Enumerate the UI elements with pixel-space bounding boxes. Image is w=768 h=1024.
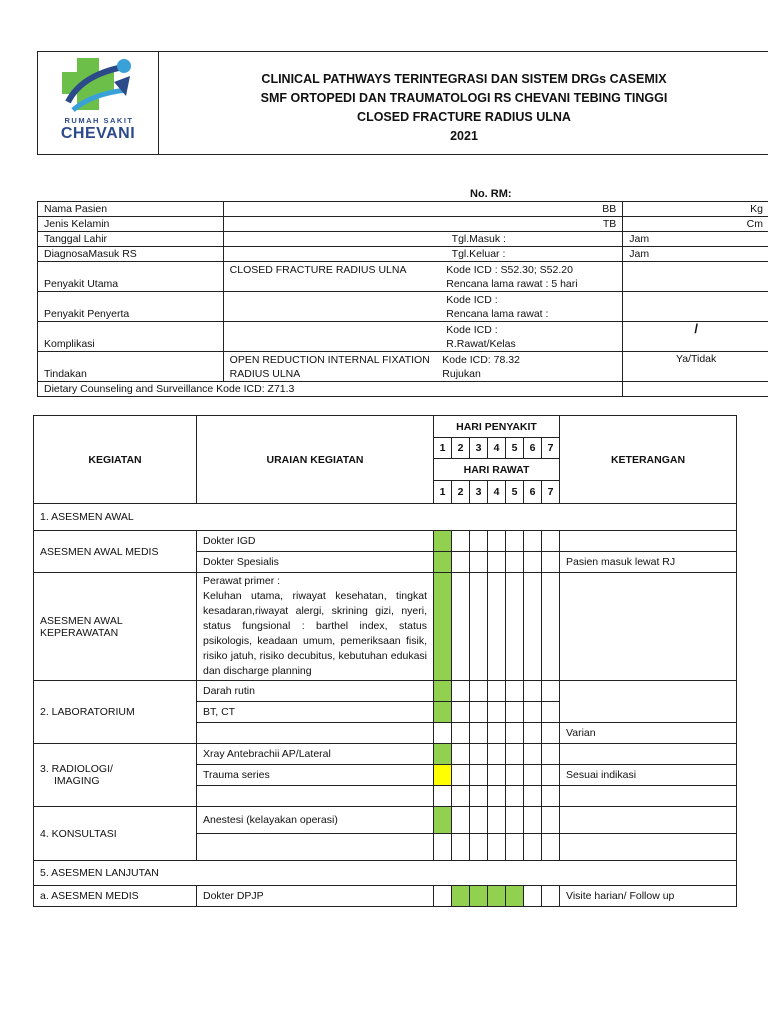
section-asesmen-lanjutan: 5. ASESMEN LANJUTAN	[34, 861, 737, 886]
asesmen-awal-keperawatan-label	[34, 573, 197, 681]
sesuai-indikasi: Sesuai indikasi	[560, 765, 737, 786]
tindakan-label: Tindakan	[38, 352, 224, 382]
day-cell: 2	[452, 438, 470, 459]
penyakit-utama-label: Penyakit Utama	[38, 262, 224, 292]
kelas-slash: /	[623, 322, 768, 352]
table-row	[38, 352, 768, 382]
visite-harian: Visite harian/ Follow up	[560, 886, 737, 907]
tanggal-lahir-label: Tanggal Lahir	[38, 232, 224, 247]
asesmen-medis-label: a. ASESMEN MEDIS	[34, 886, 197, 907]
no-rm-label: No. RM:	[470, 188, 512, 200]
day-cell-filled	[434, 573, 452, 681]
table-row	[34, 531, 737, 552]
tb-label: TB	[223, 217, 623, 232]
perawat-primer-cell	[197, 573, 434, 681]
hari-rawat-header: HARI RAWAT	[434, 459, 560, 481]
bt-ct: BT, CT	[197, 702, 434, 723]
day-cell-filled	[506, 886, 524, 907]
day-cell-filled	[434, 702, 452, 723]
ya-tidak-label: Ya/Tidak	[623, 352, 768, 382]
table-row	[34, 681, 737, 702]
logo-line1: RUMAH SAKIT	[64, 116, 134, 125]
day-cell: 6	[524, 438, 542, 459]
section-row	[34, 861, 737, 886]
tgl-keluar-label: Tgl.Keluar :	[223, 247, 623, 262]
title-line1: CLINICAL PATHWAYS TERINTEGRASI DAN SISTEM DRGs CASEMIX	[261, 72, 667, 86]
section-row	[34, 504, 737, 531]
trauma-series: Trauma series	[197, 765, 434, 786]
dietary-label: Dietary Counseling and Surveillance Kode ICD: Z71.3	[38, 382, 623, 397]
patient-info-table	[37, 201, 768, 397]
pathway-table	[33, 415, 737, 907]
table-row	[34, 744, 737, 765]
penyakit-utama-cell	[223, 262, 623, 292]
day-cell: 1	[434, 438, 452, 459]
day-cell-filled	[434, 552, 452, 573]
jam-label: Jam	[623, 232, 768, 247]
day-cell-filled	[434, 531, 452, 552]
day-cell: 4	[488, 481, 506, 504]
day-cell: 7	[542, 481, 560, 504]
label-line: 3. RADIOLOGI/	[40, 763, 113, 775]
table-row	[38, 322, 768, 352]
radiologi-label	[34, 744, 197, 807]
xray: Xray Antebrachii AP/Lateral	[197, 744, 434, 765]
day-cell: 3	[470, 481, 488, 504]
day-cell-filled	[470, 886, 488, 907]
penyakit-utama-value: CLOSED FRACTURE RADIUS ULNA	[229, 264, 407, 276]
kg-label: Kg	[623, 202, 768, 217]
section-asesmen-awal: 1. ASESMEN AWAL	[34, 504, 737, 531]
day-cell-filled	[434, 744, 452, 765]
asesmen-awal-medis-label: ASESMEN AWAL MEDIS	[34, 531, 197, 573]
jenis-kelamin-label: Jenis Kelamin	[38, 217, 224, 232]
label-line: IMAGING	[54, 775, 100, 787]
day-cell: 5	[506, 438, 524, 459]
document-title	[159, 70, 768, 146]
day-cell-filled	[434, 807, 452, 834]
tindakan-value: RADIUS ULNA	[229, 368, 301, 380]
diagnosa-label: DiagnosaMasuk RS	[38, 247, 224, 262]
icd-code: Kode ICD : S52.30; S52.20	[446, 264, 573, 276]
day-cell: 1	[434, 481, 452, 504]
day-cell: 7	[542, 438, 560, 459]
day-cell: 4	[488, 438, 506, 459]
day-cell-filled	[434, 681, 452, 702]
label-line: ASESMEN AWAL	[40, 614, 123, 627]
table-row	[38, 262, 768, 292]
darah-rutin: Darah rutin	[197, 681, 434, 702]
label-line: KEPERAWATAN	[40, 626, 119, 639]
penyakit-penyerta-label: Penyakit Penyerta	[38, 292, 224, 322]
col-keterangan: KETERANGAN	[560, 416, 737, 504]
document-header	[37, 51, 768, 155]
perawat-primer-text: Keluhan utama, riwayat kesehatan, tingkat kesadaran,riwayat alergi, skrining gizi, nyeri, status fungsional : barthel index, status psikologis, keadaan umum, pemeriksaan fisik, risiko jatuh, risiko decubitus, kebutuhan edukasi dan discharge planning	[203, 590, 427, 677]
rujukan-label: Rujukan	[442, 368, 481, 380]
jam-label: Jam	[623, 247, 768, 262]
keterangan-rj: Pasien masuk lewat RJ	[560, 552, 737, 573]
day-cell-filled	[452, 886, 470, 907]
konsultasi-label: 4. KONSULTASI	[34, 807, 197, 861]
laboratorium-label: 2. LABORATORIUM	[34, 681, 197, 744]
komplikasi-label: Komplikasi	[38, 322, 224, 352]
anestesi: Anestesi (kelayakan operasi)	[197, 807, 434, 834]
dokter-igd: Dokter IGD	[197, 531, 434, 552]
col-kegiatan: KEGIATAN	[34, 416, 197, 504]
hari-penyakit-header: HARI PENYAKIT	[434, 416, 560, 438]
table-row	[34, 886, 737, 907]
icd-code: Kode ICD: 78.32	[442, 354, 520, 366]
cm-label: Cm	[623, 217, 768, 232]
table-row	[34, 573, 737, 681]
day-cell: 3	[470, 438, 488, 459]
hospital-logo	[38, 52, 159, 154]
table-row	[38, 382, 768, 397]
table-row	[38, 217, 768, 232]
bb-label: BB	[223, 202, 623, 217]
day-cell-filled	[488, 886, 506, 907]
dokter-spesialis: Dokter Spesialis	[197, 552, 434, 573]
day-cell: 2	[452, 481, 470, 504]
title-year: 2021	[450, 129, 478, 143]
title-line3: CLOSED FRACTURE RADIUS ULNA	[357, 110, 571, 124]
day-cell: 5	[506, 481, 524, 504]
rencana-lama-rawat: Rencana lama rawat : 5 hari	[446, 278, 578, 290]
dokter-dpjp: Dokter DPJP	[197, 886, 434, 907]
table-row	[38, 202, 768, 217]
day-cell: 6	[524, 481, 542, 504]
nama-pasien-label: Nama Pasien	[38, 202, 224, 217]
varian-label: Varian	[560, 723, 737, 744]
table-row	[38, 232, 768, 247]
col-uraian: URAIAN KEGIATAN	[197, 416, 434, 504]
day-cell-conditional	[434, 765, 452, 786]
perawat-primer-label: Perawat primer :	[203, 575, 281, 587]
logo-cross-icon	[38, 52, 158, 122]
tgl-masuk-label: Tgl.Masuk :	[223, 232, 623, 247]
icd-code: Kode ICD :	[446, 324, 498, 336]
icd-code: Kode ICD :	[446, 294, 498, 306]
table-row	[34, 807, 737, 834]
logo-line2: CHEVANI	[60, 125, 136, 142]
table-header-row	[34, 416, 737, 438]
tindakan-value: OPEN REDUCTION INTERNAL FIXATION	[229, 354, 430, 366]
ruang-rawat-kelas: R.Rawat/Kelas	[446, 338, 516, 350]
title-line2: SMF ORTOPEDI DAN TRAUMATOLOGI RS CHEVANI TEBING TINGGI	[260, 91, 668, 105]
table-row	[38, 292, 768, 322]
rencana-lama-rawat: Rencana lama rawat :	[446, 308, 549, 320]
table-row	[38, 247, 768, 262]
